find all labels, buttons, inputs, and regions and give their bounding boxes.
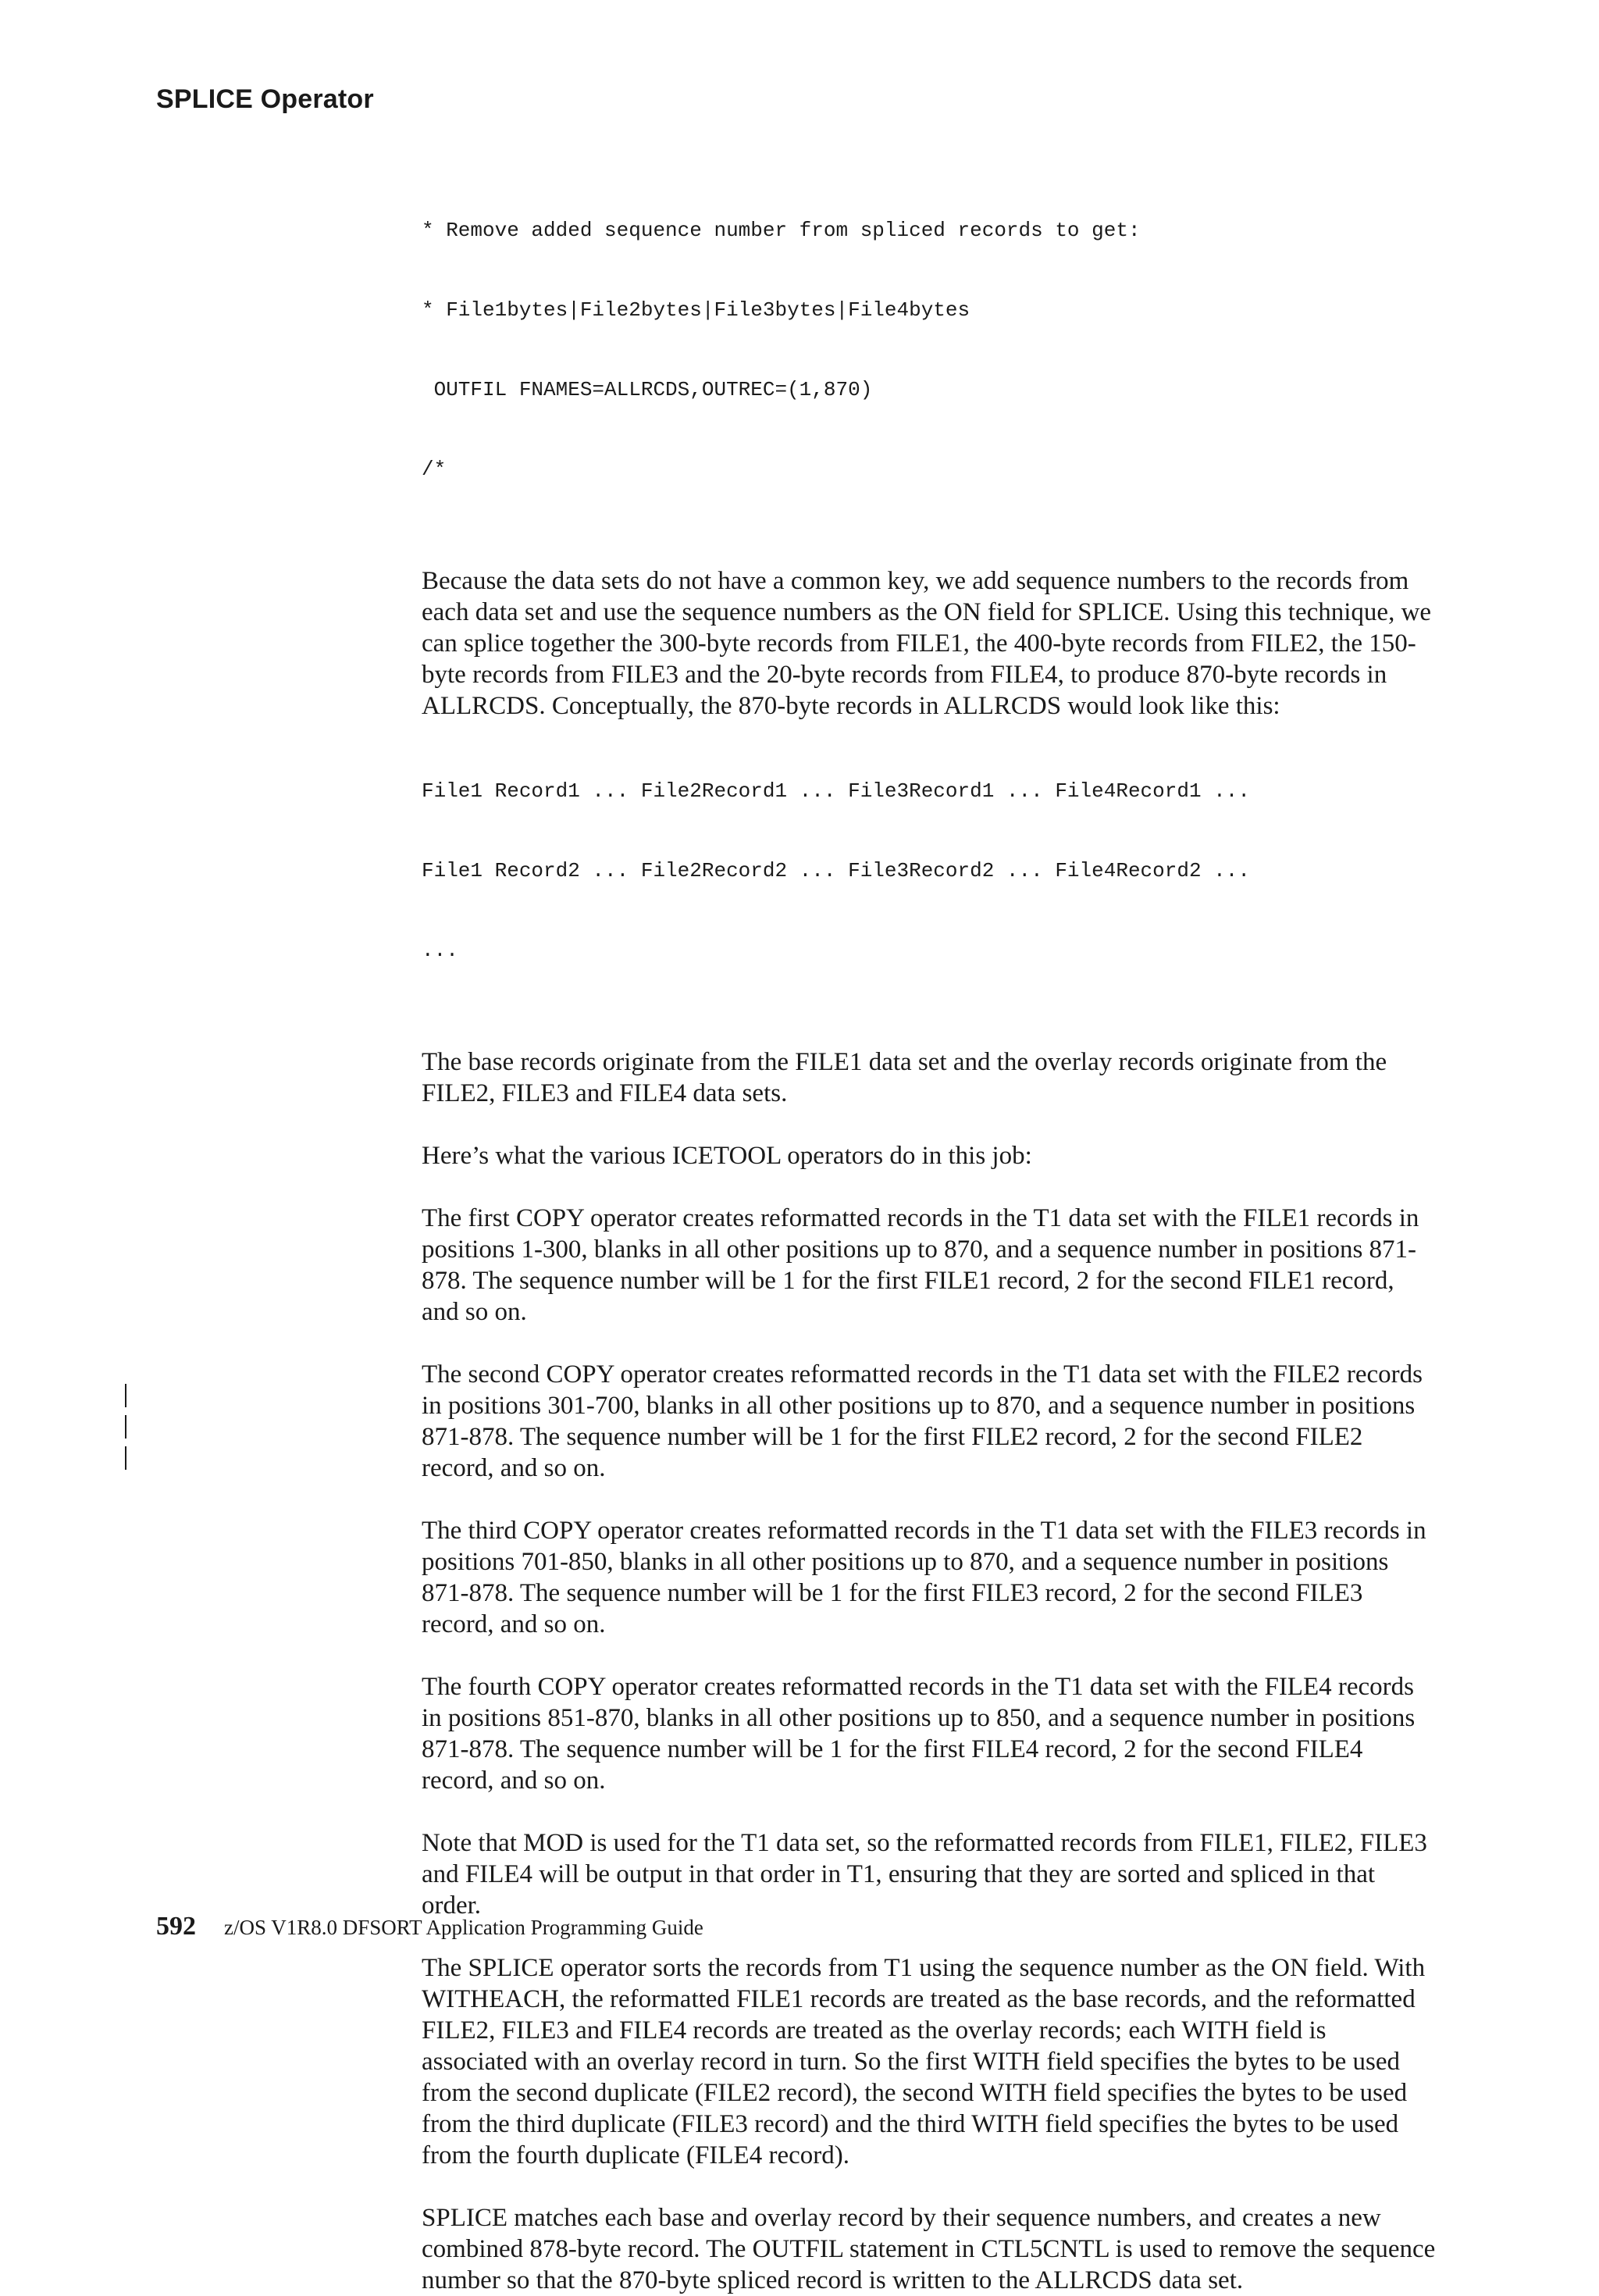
code-line: File1 Record1 ... File2Record1 ... File3Record1 ... File4Record1 ...: [422, 779, 1250, 803]
paragraph-mod-note: Note that MOD is used for the T1 data set, so the reformatted records from FILE1, FILE2, FILE3 and FILE4 will be output in that order in T1, ensuring that they are sorted and spliced in that order.: [422, 1829, 1427, 1920]
code-line: File1 Record2 ... File2Record2 ... File3Record2 ... File4Record2 ...: [422, 859, 1250, 882]
code-line: * File1bytes|File2bytes|File3bytes|File4bytes: [422, 298, 970, 322]
paragraph-fourth-copy: The fourth COPY operator creates reformatted records in the T1 data set with the FILE4 records in positions 851-870, blanks in all other positions up to 850, and a sequence number in positions 871-878. The sequence number will be 1 for the first FILE4 record, 2 for the second FILE4 record, and so on.: [422, 1673, 1416, 1795]
paragraph-second-copy: The second COPY operator creates reformatted records in the T1 data set with the FILE2 records in positions 301-700, blanks in all other positions up to 870, and a sequence number in positions 871-878. The sequence number will be 1 for the first FILE2 record, 2 for the second FILE2 record, and so on.: [422, 1360, 1423, 1482]
paragraph-sequence-numbers: Because the data sets do not have a common key, we add sequence numbers to the records from each data set and use the sequence numbers as the ON field for SPLICE. Using this technique, we can splice together the 300-byte records from FILE1, the 400-byte records from FILE2, the 150-byte records from FILE3 and the 20-byte records from FILE4, to produce 870-byte records in ALLRCDS. Conceptually, the 870-byte records in ALLRCDS would look like this:: [422, 567, 1432, 720]
page-footer: [156, 1912, 703, 1941]
paragraph-base-records: The base records originate from the FILE1 data set and the overlay records originate from the FILE2, FILE3 and FILE4 data sets.: [422, 1048, 1387, 1107]
change-bar: [125, 1415, 126, 1439]
book-title: z/OS V1R8.0 DFSORT Application Programming Guide: [224, 1916, 703, 1939]
change-bar: [125, 1384, 126, 1407]
code-line: /*: [422, 458, 447, 481]
code-block-conceptual-records: [422, 725, 1437, 1017]
code-line: * Remove added sequence number from spliced records to get:: [422, 219, 1141, 242]
paragraph-splice-matches: SPLICE matches each base and overlay record by their sequence numbers, and creates a new combined 878-byte record. The OUTFIL statement in CTL5CNTL is used to remove the sequence number so that the 870-byte spliced record is written to the ALLRCDS data set.: [422, 2204, 1436, 2294]
running-header: SPLICE Operator: [156, 84, 374, 114]
paragraph-third-copy: The third COPY operator creates reformatted records in the T1 data set with the FILE3 records in positions 701-850, blanks in all other positions up to 870, and a sequence number in positions 871-878. The sequence number will be 1 for the first FILE3 record, 2 for the second FILE3 record, and so on.: [422, 1517, 1426, 1638]
paragraph-first-copy: The first COPY operator creates reformatted records in the T1 data set with the FILE1 records in positions 1-300, blanks in all other positions up to 870, and a sequence number in positions 871-878. The sequence number will be 1 for the first FILE1 record, 2 for the second FILE1 record, and so on.: [422, 1204, 1419, 1326]
code-line: ...: [422, 939, 458, 962]
code-line: OUTFIL FNAMES=ALLRCDS,OUTREC=(1,870): [422, 378, 873, 401]
code-block-outfil: [422, 164, 1437, 536]
page-content: [422, 164, 1437, 2296]
page-number: 592: [156, 1912, 196, 1941]
change-bar: [125, 1446, 126, 1470]
paragraph-operators-intro: Here’s what the various ICETOOL operators do in this job:: [422, 1142, 1032, 1170]
paragraph-splice-operator: The SPLICE operator sorts the records from T1 using the sequence number as the ON field. With WITHEACH, the reformatted FILE1 records are treated as the base records, and the reformatted FILE2, FILE3 and FILE4 records are treated as the overlay records; each WITH field is associated with an overlay record in turn. So the first WITH field specifies the bytes to be used from the second duplicate (FILE2 record), the second WITH field specifies the bytes to be used from the third duplicate (FILE3 record) and the third WITH field specifies the bytes to be used from the fourth duplicate (FILE4 record).: [422, 1954, 1426, 2169]
